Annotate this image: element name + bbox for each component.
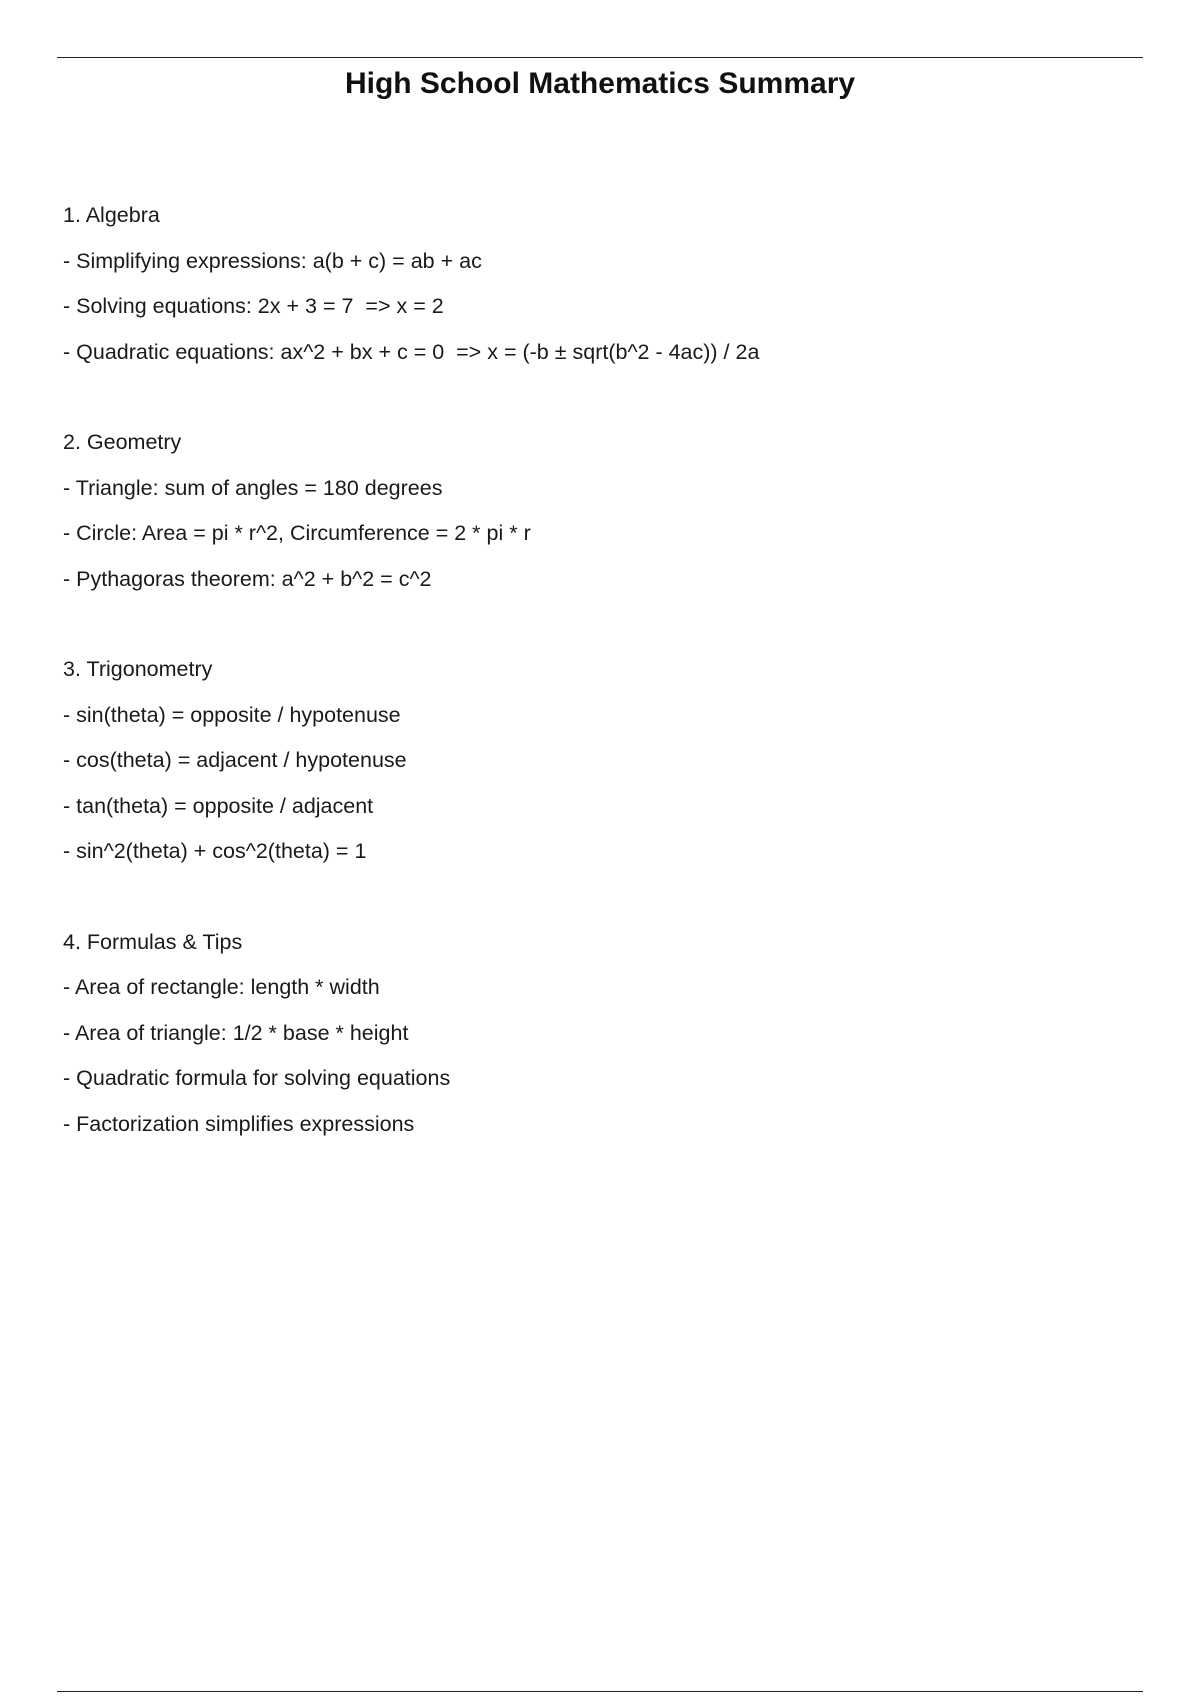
section-formulas-tips	[63, 920, 1143, 1148]
section-heading: 4. Formulas & Tips	[63, 929, 243, 954]
section-heading: 2. Geometry	[63, 430, 182, 454]
document-title: High School Mathematics Summary	[344, 67, 856, 100]
list-item: - sin(theta) = opposite / hypotenuse	[63, 702, 401, 727]
list-item: - Simplifying expressions: a(b + c) = ab + ac	[63, 248, 482, 273]
list-item: - Circle: Area = pi * r^2, Circumference = 2 * pi * r	[63, 521, 531, 545]
section-items	[63, 965, 1143, 1147]
section-geometry	[63, 420, 1143, 602]
list-item: - Area of rectangle: length * width	[63, 975, 380, 999]
section-items	[63, 466, 1143, 603]
list-item: - Area of triangle: 1/2 * base * height	[63, 1020, 409, 1045]
list-item: - Factorization simplifies expressions	[63, 1111, 415, 1136]
section-items	[63, 693, 1143, 875]
list-item: - Pythagoras theorem: a^2 + b^2 = c^2	[63, 566, 432, 591]
document-body	[63, 193, 1143, 1192]
list-item: - Quadratic equations: ax^2 + bx + c = 0 => x = (-b ± sqrt(b^2 - 4ac)) / 2a	[63, 339, 760, 364]
top-rule	[57, 57, 1143, 58]
list-item: - Solving equations: 2x + 3 = 7 => x = 2	[63, 294, 444, 318]
list-item: - Triangle: sum of angles = 180 degrees	[63, 475, 443, 500]
section-heading: 1. Algebra	[63, 203, 160, 227]
section-items	[63, 239, 1143, 376]
section-algebra	[63, 193, 1143, 375]
list-item: - Quadratic formula for solving equations	[63, 1066, 451, 1090]
list-item: - tan(theta) = opposite / adjacent	[63, 793, 374, 818]
section-heading: 3. Trigonometry	[63, 657, 213, 681]
list-item: - sin^2(theta) + cos^2(theta) = 1	[63, 839, 367, 863]
list-item: - cos(theta) = adjacent / hypotenuse	[63, 748, 407, 772]
bottom-rule	[57, 1691, 1143, 1692]
section-trigonometry	[63, 647, 1143, 875]
